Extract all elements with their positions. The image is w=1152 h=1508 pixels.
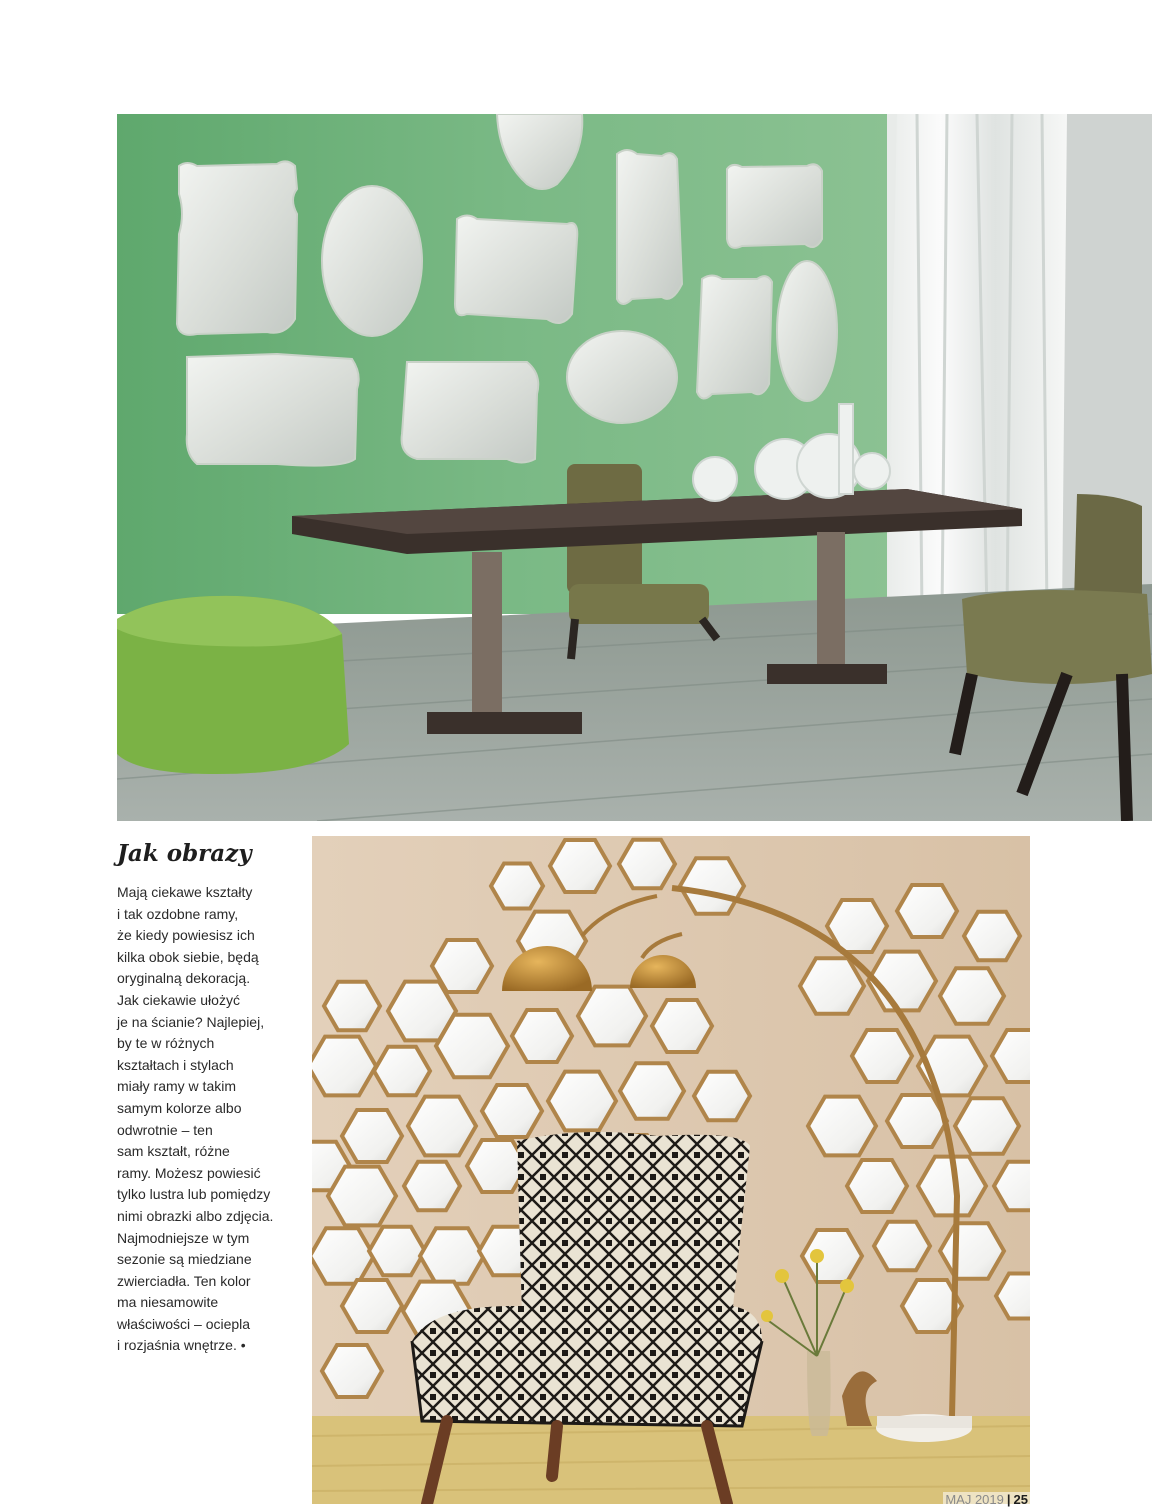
hexagon-mirror [312,1228,374,1283]
hexagon-mirror [874,1222,930,1270]
article-heading: Jak obrazy [117,840,252,867]
body-line: sam kształt, różne [117,1143,230,1160]
body-line: nimi obrazki albo zdjęcia. [117,1207,274,1224]
hexagon-mirror [408,1097,476,1156]
issue-label: MAJ 2019 [945,1492,1004,1507]
hexagon-mirror [491,864,543,909]
body-line: że kiedy powiesisz ich [117,927,255,944]
hexagon-mirror [808,1097,876,1156]
hexagon-mirror [322,1345,382,1397]
hexagon-mirror [955,1098,1019,1153]
hexagon-mirror [404,1162,460,1210]
hexagon-mirror [342,1280,402,1332]
body-line: ma niesamowite [117,1294,219,1311]
body-line: samym kolorze albo [117,1099,242,1116]
page-number: 25 [1013,1492,1028,1507]
page-footer [943,1492,1030,1508]
hexagon-mirror [436,1015,508,1077]
photo-hexagon-mirrors-illustration [312,836,1030,1504]
hexagon-mirror [328,1167,396,1226]
hexagon-mirror [420,1228,484,1283]
hexagon-mirror [374,1047,430,1095]
body-line: zwierciadła. Ten kolor [117,1272,251,1289]
hexagon-mirror [482,1085,542,1137]
hexagon-mirror [694,1072,750,1120]
hexagon-mirror [312,1037,376,1096]
hexagon-mirror [897,885,957,937]
photo-green-wall-illustration [117,114,1152,821]
hexagon-mirror [964,912,1020,960]
body-line: właściwości – ociepla [117,1315,251,1332]
body-line: ramy. Możesz powiesić [117,1164,261,1181]
hexagon-mirror [369,1227,425,1275]
footer-separator: | [1006,1492,1011,1507]
body-line: miały ramy w takim [117,1078,237,1095]
photo-green-wall-mirrors [117,114,1152,821]
hexagon-mirror [550,840,610,892]
body-line: Mają ciekawe kształty [117,884,253,900]
photo-hexagon-mirrors [312,836,1030,1504]
body-line: kilka obok siebie, będą [117,948,259,965]
hexagon-mirror [800,958,864,1013]
hexagon-mirror [548,1072,616,1131]
body-line: by te w różnych [117,1035,215,1052]
body-line: kształtach i stylach [117,1056,234,1073]
body-line: Najmodniejsze w tym [117,1229,250,1246]
article-body [117,882,297,1357]
hexagon-mirror [940,968,1004,1023]
body-line: tylko lustra lub pomiędzy [117,1186,271,1203]
body-line: sezonie są miedziane [117,1251,252,1268]
hexagon-mirror [324,982,380,1030]
body-line: oryginalną dekoracją. [117,970,251,987]
body-line: Jak ciekawie ułożyć [117,991,240,1008]
hexagon-mirror [680,858,744,913]
hexagon-mirror [512,1010,572,1062]
hexagon-mirror [940,1223,1004,1278]
body-line: i tak ozdobne ramy, [117,905,239,922]
body-line: i rozjaśnia wnętrze. • [117,1337,246,1354]
hexagon-mirror [578,987,646,1046]
hexagon-mirror [342,1110,402,1162]
hexagon-mirror [620,1063,684,1118]
hexagon-mirror [652,1000,712,1052]
body-line: je na ścianie? Najlepiej, [117,1013,265,1030]
hexagon-mirror [619,840,675,888]
body-line: odwrotnie – ten [117,1121,213,1138]
hexagon-mirror [847,1160,907,1212]
hexagon-mirror [852,1030,912,1082]
